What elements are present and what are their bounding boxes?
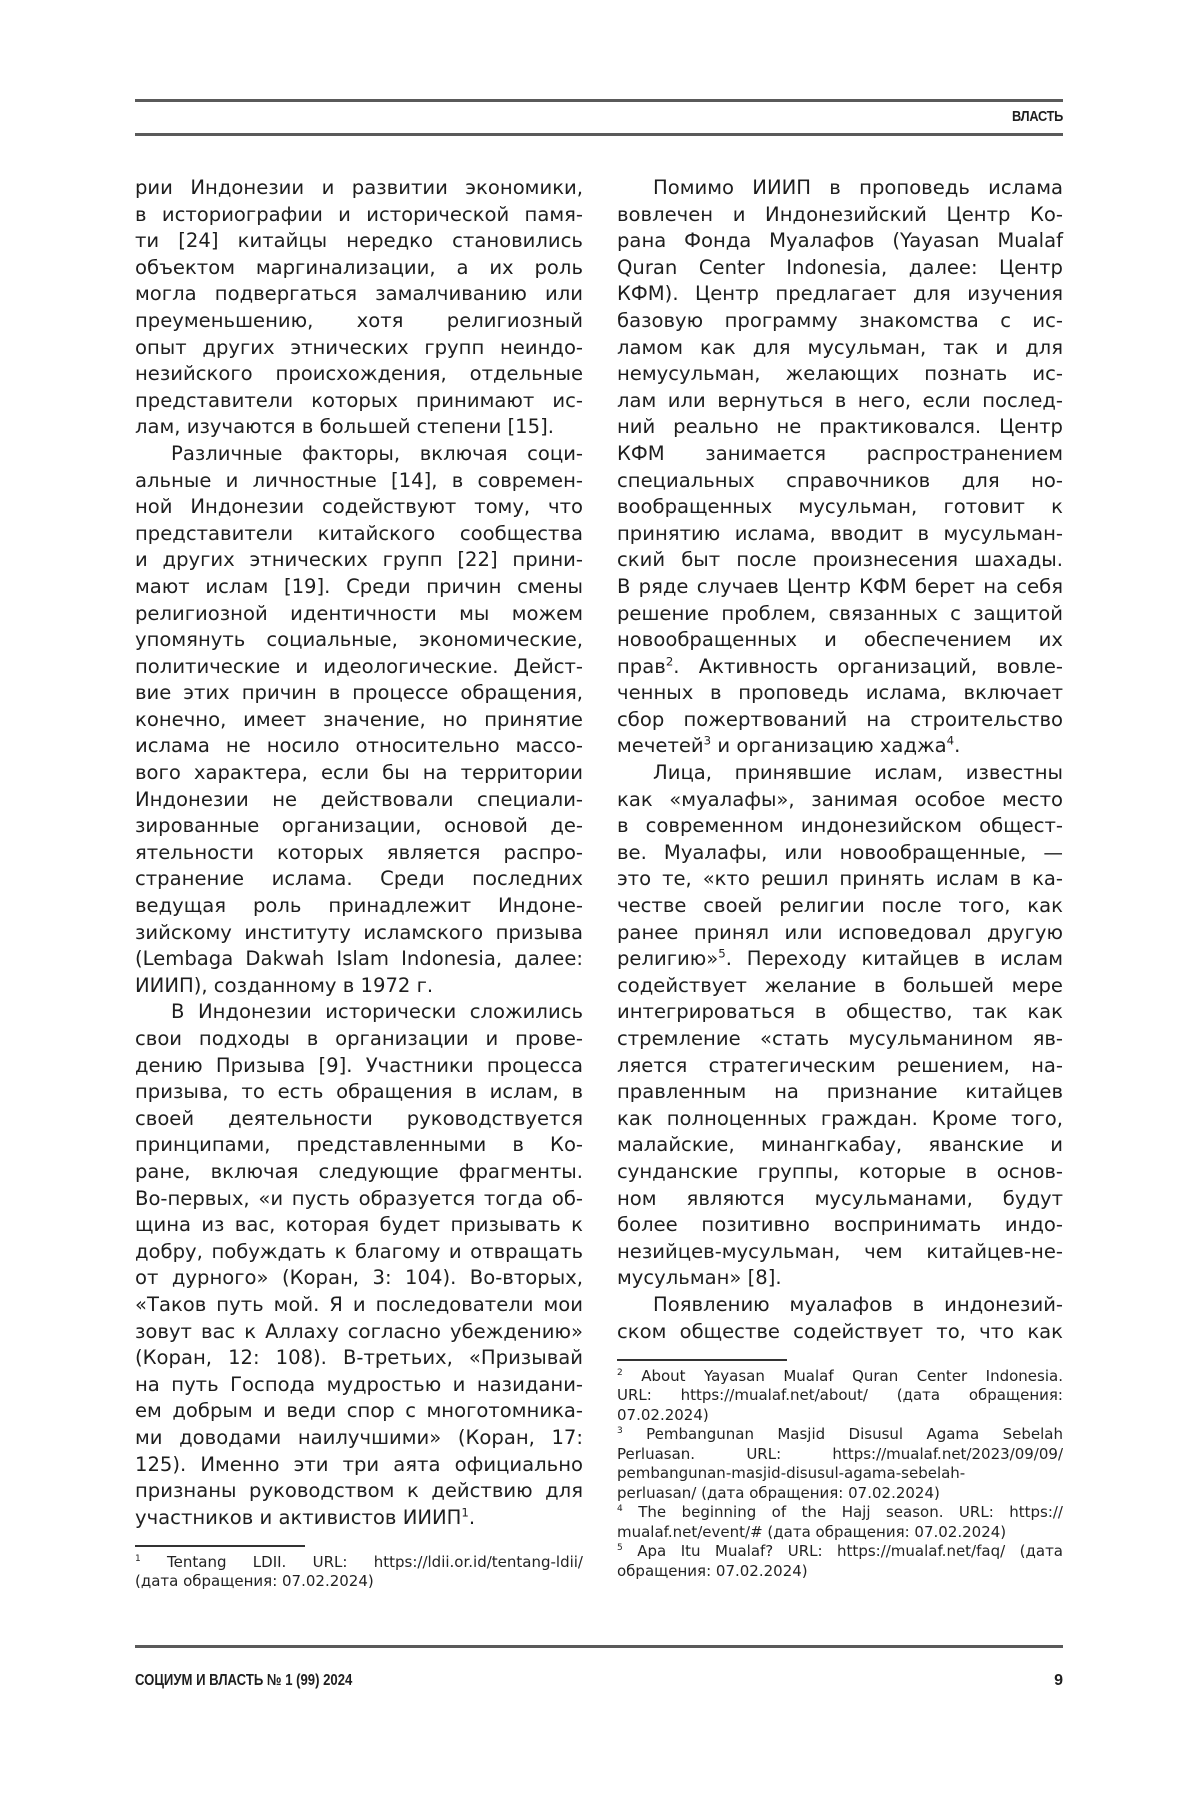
footnote-line [617,1367,1063,1387]
text-line: Различные факторы, включая соци- [171,441,583,465]
text-line: ном являются мусульманами, будут [617,1186,1063,1210]
text-line: Индонезии не действовали специали- [135,787,583,811]
text-line: ной Индонезии содействуют тому, что [135,495,583,519]
text-line: ранее принял или исповедовал другую [617,920,1063,944]
text-line: более позитивно воспринимать индо- [617,1213,1063,1237]
footnote-number: 2 [617,1367,623,1378]
text-line [617,733,1063,760]
text-line: зовут вас к Аллаху согласно убеждению» [135,1319,583,1343]
text-line: ятельности которых является распро- [135,840,583,864]
footnote-text: (дата обращения: 07.02.2024) [135,1572,374,1591]
text-line: рана Фонда Муалафов (Yayasan Mualaf [617,229,1063,253]
text-line: ламом как для мусульман, так и для [617,335,1063,359]
text-run: . [468,1505,476,1529]
text-line: ляется стратегическим решением, на- [617,1053,1063,1077]
text-line: ченных в проповедь ислама, включает [617,681,1063,705]
running-head-section: ВЛАСТЬ [1011,108,1063,125]
text-line: Лица, принявшие ислам, известны [653,761,1063,785]
right-column [617,175,1063,1581]
text-line: политические и идеологические. Дейст- [135,654,583,678]
footnote-number: 5 [617,1543,623,1554]
text-line: Помимо ИИИП в проповедь ислама [653,176,1063,199]
footnote-ref: 5 [718,946,726,961]
text-line: стремление «стать мусульманином яв- [617,1027,1063,1050]
text-line: ти [24] китайцы нередко становились [135,229,583,253]
text-line: опыт других этнических групп неиндо- [135,335,583,359]
text-line: вие этих причин в процессе обращения, [135,681,583,705]
journal-title: СОЦИУМ И ВЛАСТЬ № 1 (99) 2024 [135,1672,353,1689]
text-line: принципами, представленными в Ко- [135,1133,583,1157]
footnote-line [617,1562,1063,1582]
text-line: могла подвергаться замалчиванию или [135,282,583,306]
text-line: интегрироваться в общество, так как [617,1000,1063,1024]
text-line: КФМ). Центр предлагает для изучения [617,282,1063,306]
text-line: зийскому институту исламского призыва [135,920,583,944]
text-line: в историографии и исторической памя- [135,202,583,226]
footnote-line [617,1445,1063,1465]
footnote-text: 07.02.2024) [617,1405,709,1424]
text-line: призыва, то есть обращения в ислам, в [135,1080,583,1104]
text-line: это те, «кто решил принять ислам в ка- [617,867,1063,891]
footnote-line [617,1386,1063,1406]
text-line: на путь Господа мудростью и назидани- [135,1372,583,1396]
text-run: участников и активистов ИИИП [135,1505,462,1529]
text-line: признаны руководством к действию для [135,1479,583,1503]
footnote-text: обращения: 07.02.2024) [617,1561,808,1580]
text-line: сунданские группы, которые в основ- [617,1159,1063,1183]
text-line: немусульман, желающих познать ис- [617,362,1063,386]
text-line [617,654,1063,681]
footnote-line [617,1484,1063,1504]
footnote-line [135,1572,583,1592]
text-line: базовую программу знакомства с ис- [617,308,1063,332]
text-line: малайские, минангкабау, яванские и [617,1133,1063,1157]
text-line: Quran Center Indonesia, далее: Центр [617,255,1063,279]
text-line: свои подходы в организации и прове- [135,1027,583,1050]
footnote-line [617,1464,1063,1484]
text-line: добру, побуждать к благому и отвращать [135,1239,583,1263]
text-line: 125). Именно эти три аята официально [135,1452,583,1476]
footnote-number: 1 [135,1553,141,1564]
footnote-line [617,1406,1063,1426]
text-line [617,946,1063,973]
footnote-text: About Yayasan Mualaf Quran Center Indonesia. [641,1366,1063,1385]
text-run: прав [617,654,666,678]
text-line: как «муалафы», занимая особое место [617,787,1063,811]
footnote-text: mualaf.net/event/# (дата обращения: 07.02.2024) [617,1522,1007,1541]
text-line: дению Призыва [9]. Участники процесса [135,1053,583,1077]
footnote-text: The beginning of the Hajj season. URL: https:// [638,1503,1063,1522]
footnote-ref: 2 [665,654,674,669]
text-line: (Коран, 12: 108). В-третьих, «Призывай [135,1346,583,1370]
page-number: 9 [1054,1672,1063,1689]
text-line: как полноценных граждан. Кроме того, [617,1106,1063,1130]
text-line: ислама не носило относительно массо- [135,734,583,758]
text-line: ведущая роль принадлежит Индоне- [135,894,583,918]
text-line: преуменьшению, хотя религиозный [135,308,583,332]
text-run: и организацию хаджа [711,734,947,758]
footnote-text: Tentang LDII. URL: https://ldii.or.id/tentang-ldii/ [167,1552,583,1571]
text-run: . Активность организаций, вовле- [673,654,1063,678]
text-line: религиозной идентичности мы можем [135,601,583,625]
footnote-line [617,1542,1063,1562]
footnote-text: Perluasan. URL: https://mualaf.net/2023/09/09/ [617,1444,1063,1463]
footnote-ref: 1 [461,1505,469,1520]
header-rule-top [135,99,1063,102]
footnote-ref: 4 [946,733,955,748]
footnote-line [617,1425,1063,1445]
text-line: в современном индонезийском общест- [617,814,1063,838]
footnote-separator [135,1545,305,1547]
text-line: своей деятельности руководствуется [135,1106,583,1130]
text-line: Появлению муалафов в индонезий- [653,1292,1063,1316]
text-line: незийцев-мусульман, чем китайцев-не- [617,1239,1063,1263]
text-line: ском обществе содействует то, что как [617,1319,1063,1343]
text-line: Во-первых, «и пусть образуется тогда об- [135,1186,583,1210]
text-line: ский быт после произнесения шахады. [617,548,1063,572]
footnote-text: URL: https://mualaf.net/about/ (дата обращения: [617,1386,1063,1405]
footnote-text: Apa Itu Mualaf? URL: https://mualaf.net/faq/ (дата [637,1542,1063,1561]
text-line: и других этнических групп [22] прини- [135,548,583,572]
footnote-number: 4 [617,1504,623,1515]
text-line: странение ислама. Среди последних [135,867,583,891]
text-line: представители китайского сообщества [135,521,583,545]
text-line: решение проблем, связанных с защитой [617,601,1063,625]
text-line: вого характера, если бы на территории [135,761,583,785]
text-line: ми доводами наилучшими» (Коран, 17: [135,1425,583,1449]
text-line: КФМ занимается распространением [617,441,1063,465]
text-line: конечно, имеет значение, но принятие [135,707,583,731]
text-line [135,1505,583,1532]
text-run: мечетей [617,734,704,758]
text-line: альные и личностные [14], в современ- [135,468,583,492]
text-line: ИИИП), созданному в 1972 г. [135,973,434,997]
text-line: принятию ислама, вводит в мусульман- [617,521,1063,545]
text-line: специальных справочников для но- [617,468,1063,492]
text-line: вовлечен и Индонезийский Центр Ко- [617,202,1063,226]
text-line: содействует желание в большей мере [617,973,1063,997]
text-line: В ряде случаев Центр КФМ берет на себя [617,574,1063,598]
left-column [135,175,583,1592]
text-line: зированные организации, основой де- [135,814,583,838]
text-line: рии Индонезии и развитии экономики, [135,176,583,199]
text-run: . Переходу китайцев в ислам [725,947,1063,971]
text-line: незийского происхождения, отдельные [135,362,583,386]
text-line: честве своей религии после того, как [617,894,1063,918]
footnote-text: pembangunan-masjid-disusul-agama-sebelah- [617,1464,966,1483]
footnote-line [617,1523,1063,1543]
text-line: от дурного» (Коран, 3: 104). Во-вторых, [135,1266,583,1290]
text-run: религию» [617,947,719,971]
text-line: вообращенных мусульман, готовит к [617,495,1063,519]
text-line: ве. Муалафы, или новообращенные, — [617,840,1063,864]
text-line: ний реально не практиковался. Центр [617,415,1063,439]
footnote-line [617,1503,1063,1523]
footnote-text: perluasan/ (дата обращения: 07.02.2024) [617,1483,940,1502]
text-line: ране, включая следующие фрагменты. [135,1159,583,1183]
text-line: ем добрым и веди спор с многотомника- [135,1399,583,1423]
footnote-line [135,1553,583,1573]
text-line: лам или вернуться в него, если послед- [617,388,1063,412]
text-line: щина из вас, которая будет призывать к [135,1213,583,1237]
header-rule-bottom [135,133,1063,136]
text-line: правленным на признание китайцев [617,1080,1063,1104]
text-line: упомянуть социальные, экономические, [135,628,583,652]
text-line: «Таков путь мой. Я и последователи мои [135,1292,583,1316]
text-run: . [954,734,961,758]
footnote-number: 3 [617,1426,623,1437]
text-line: объектом маргинализации, а их роль [135,255,583,279]
text-line: лам, изучаются в большей степени [15]. [135,415,554,439]
text-line: новообращенных и обеспечением их [617,628,1063,652]
text-line: мают ислам [19]. Среди причин смены [135,574,583,598]
footnote-text: Pembangunan Masjid Disusul Agama Sebelah [646,1425,1063,1444]
text-line: (Lembaga Dakwah Islam Indonesia, далее: [135,947,583,971]
footnote-ref: 3 [703,733,712,748]
text-line: мусульман» [8]. [617,1266,782,1290]
text-line: В Индонезии исторически сложились [171,1000,583,1024]
text-line: сбор пожертвований на строительство [617,707,1063,731]
text-line: представители которых принимают ис- [135,388,583,412]
footnote-separator [617,1359,787,1361]
footer-rule [135,1645,1063,1648]
